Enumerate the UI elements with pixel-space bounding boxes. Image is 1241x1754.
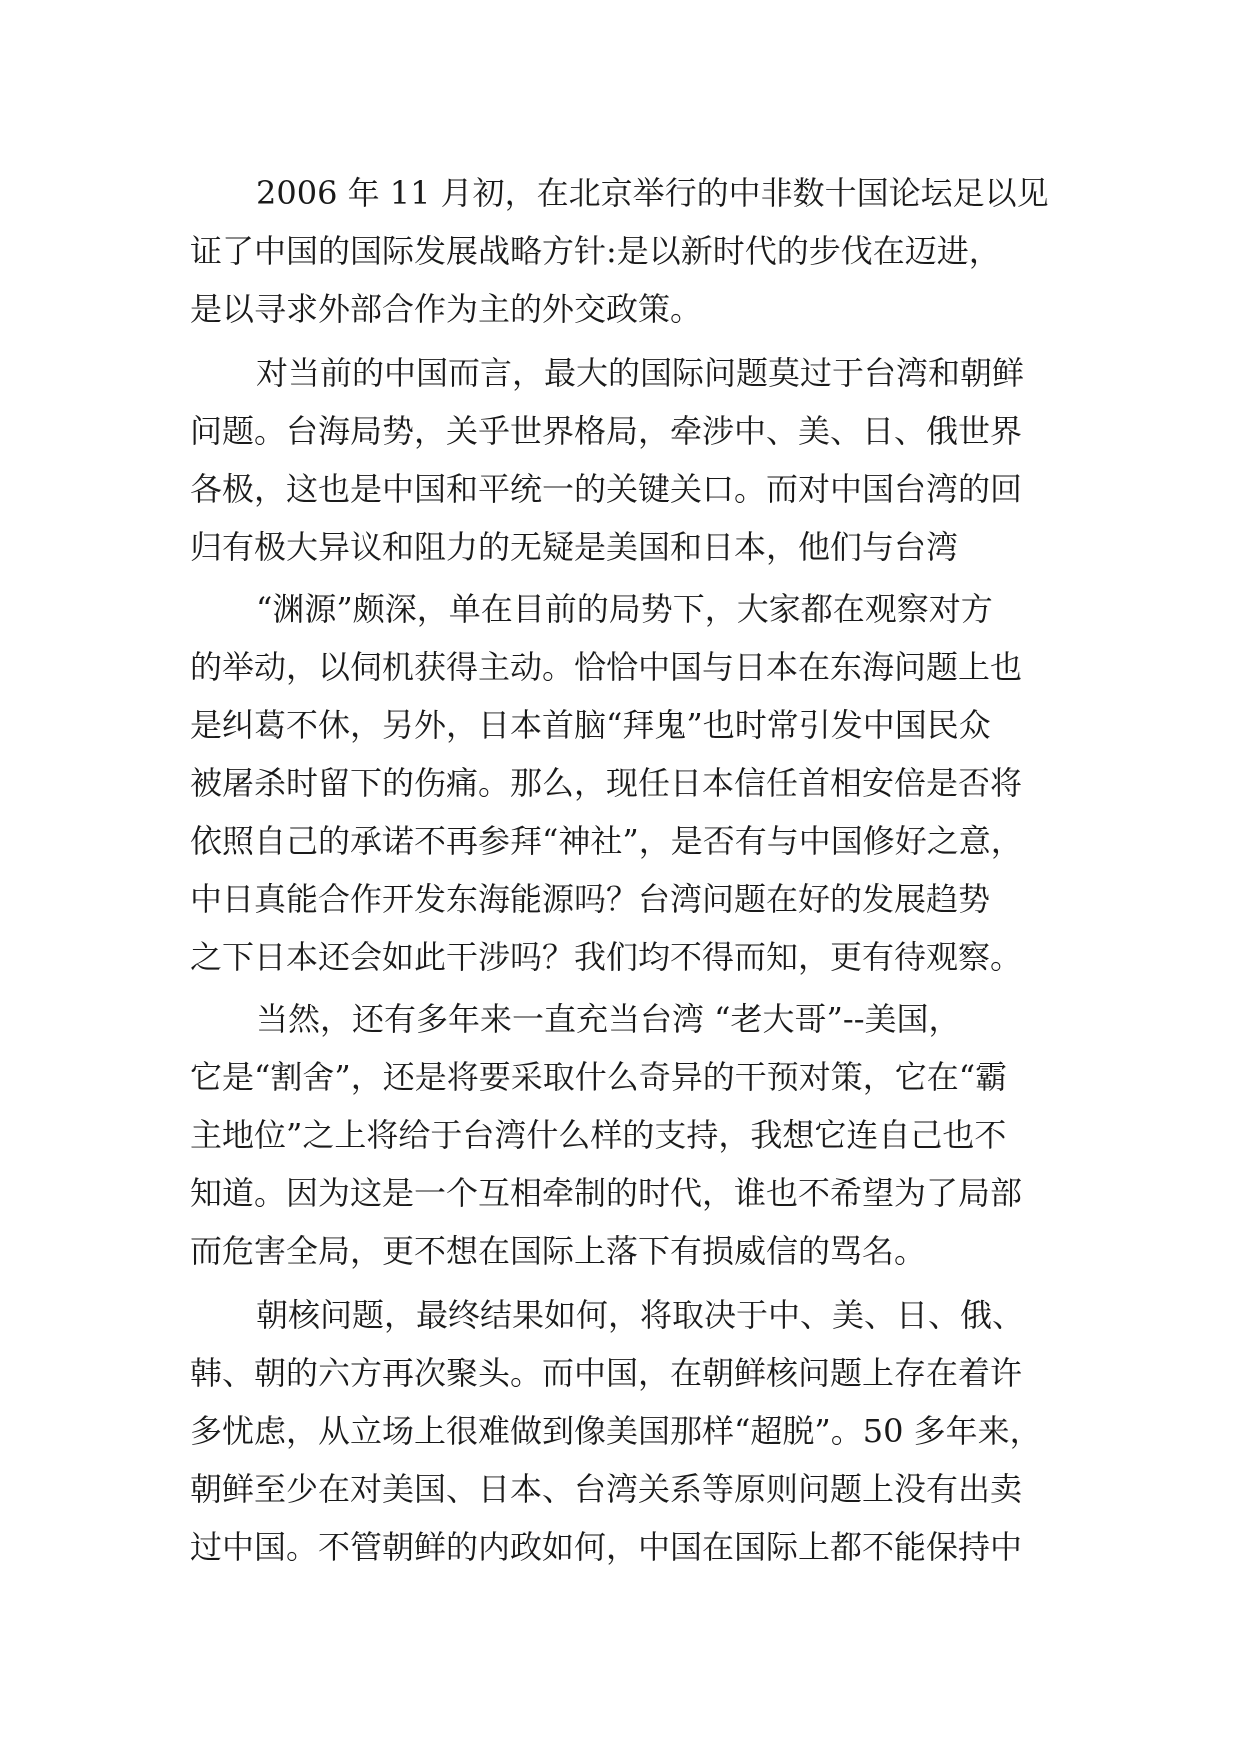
text-line: “渊源”颇深，单在目前的局势下，大家都在观察对方: [256, 590, 993, 628]
text-line: 而危害全局，更不想在国际上落下有损威信的骂名。: [190, 1232, 927, 1270]
text-line: 2006 年 11 月初，在北京举行的中非数十国论坛足以见: [256, 174, 1049, 212]
text-line: 当然，还有多年来一直充当台湾 “老大哥”--美国，: [256, 1000, 961, 1038]
text-line: 之下日本还会如此干涉吗？我们均不得而知，更有待观察。: [190, 938, 1023, 976]
text-line: 对当前的中国而言，最大的国际问题莫过于台湾和朝鲜: [256, 354, 1025, 392]
text-line: 的举动，以伺机获得主动。恰恰中国与日本在东海问题上也: [190, 648, 1023, 686]
text-line: 证了中国的国际发展战略方针:是以新时代的步伐在迈进，: [190, 232, 1001, 270]
text-line: 各极，这也是中国和平统一的关键关口。而对中国台湾的回: [190, 470, 1023, 508]
text-line: 朝鲜至少在对美国、日本、台湾关系等原则问题上没有出卖: [190, 1470, 1023, 1508]
text-line: 知道。因为这是一个互相牵制的时代，谁也不希望为了局部: [190, 1174, 1023, 1212]
text-line: 被屠杀时留下的伤痛。那么，现任日本信任首相安倍是否将: [190, 764, 1023, 802]
text-line: 依照自己的承诺不再参拜“神社”，是否有与中国修好之意，: [190, 822, 1023, 860]
text-line: 韩、朝的六方再次聚头。而中国，在朝鲜核问题上存在着许: [190, 1354, 1023, 1392]
text-line: 问题。台海局势，关乎世界格局，牵涉中、美、日、俄世界: [190, 412, 1023, 450]
text-line: 是以寻求外部合作为主的外交政策。: [190, 290, 703, 328]
text-line: 中日真能合作开发东海能源吗？台湾问题在好的发展趋势: [190, 880, 991, 918]
text-line: 主地位”之上将给于台湾什么样的支持，我想它连自己也不: [190, 1116, 1007, 1154]
text-line: 是纠葛不休，另外，日本首脑“拜鬼”也时常引发中国民众: [190, 706, 991, 744]
text-line: 多忧虑，从立场上很难做到像美国那样“超脱”。50 多年来，: [190, 1412, 1042, 1450]
text-line: 归有极大异议和阻力的无疑是美国和日本，他们与台湾: [190, 528, 959, 566]
text-line: 它是“割舍”，还是将要采取什么奇异的干预对策，它在“霸: [190, 1058, 1008, 1096]
text-line: 朝核问题，最终结果如何，将取决于中、美、日、俄、: [256, 1296, 1025, 1334]
text-line: 过中国。不管朝鲜的内政如何，中国在国际上都不能保持中: [190, 1528, 1023, 1566]
